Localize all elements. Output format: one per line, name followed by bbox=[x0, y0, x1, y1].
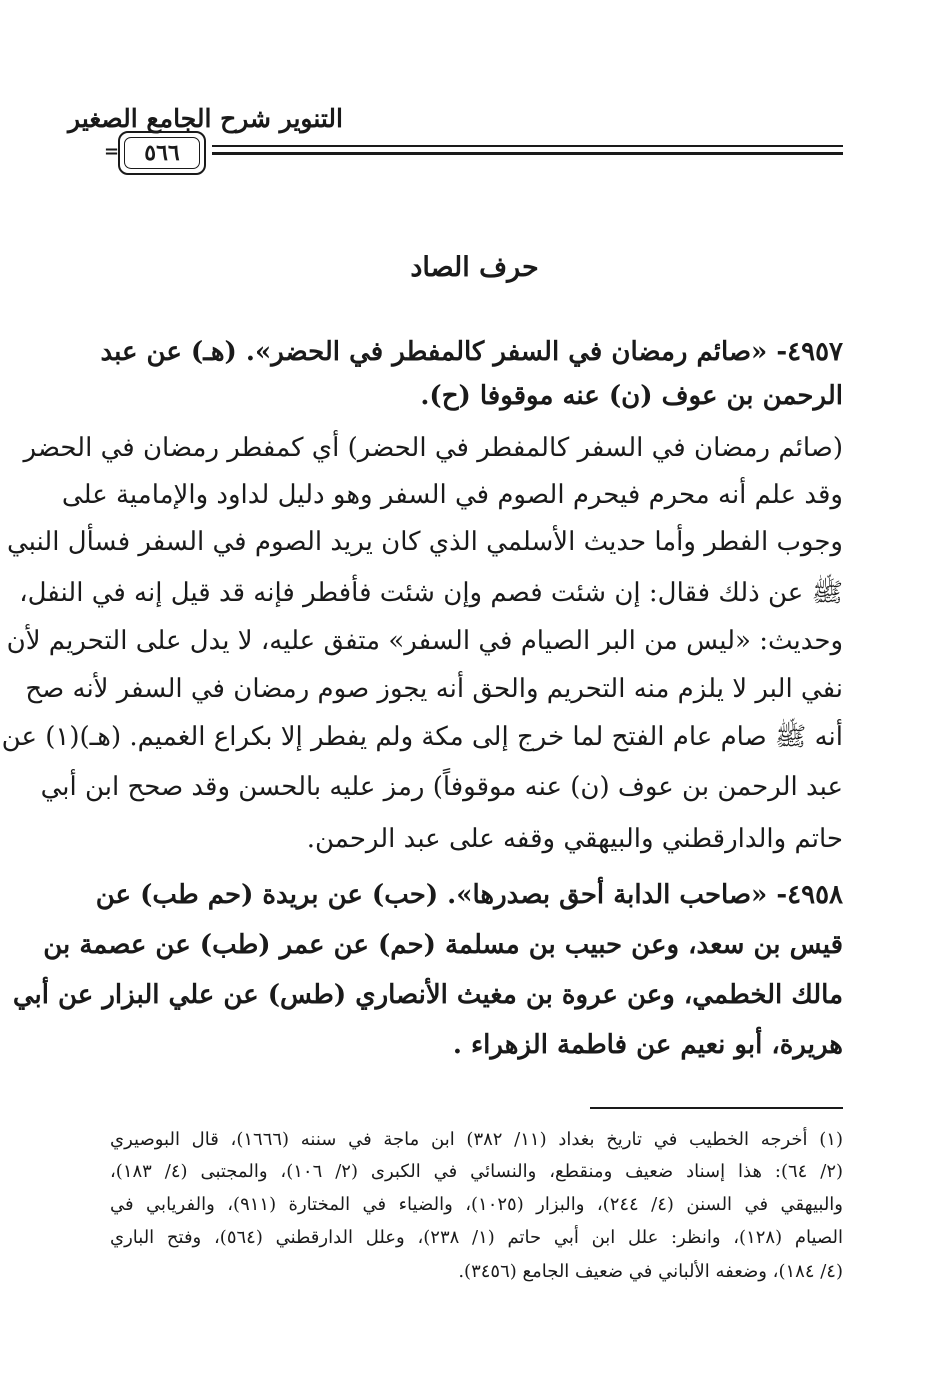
chapter-heading: حرف الصاد bbox=[410, 252, 539, 283]
header-ornament: = bbox=[104, 141, 120, 162]
commentary-line-4: ﷺ عن ذلك فقال: إن شئت فصم وإن شئت فأفطر فإنه قد قيل إنه في النفل، bbox=[19, 578, 843, 608]
footnote-line-4: الصيام (١٢٨)، وانظر: علل ابن أبي حاتم (١/ ٢٣٨)، وعلل الدارقطني (٥٦٤)، وفتح الباري bbox=[110, 1227, 843, 1248]
footnote-separator bbox=[590, 1107, 843, 1109]
commentary-line-6: نفي البر لا يلزم منه التحريم والحق أنه يجوز صوم رمضان في السفر لأنه صح bbox=[25, 674, 843, 704]
page-number: ٥٦٦ bbox=[124, 137, 200, 169]
commentary-line-3: وجوب الفطر وأما حديث الأسلمي الذي كان يريد الصوم في السفر فسأل النبي bbox=[6, 527, 843, 557]
commentary-line-7: أنه ﷺ صام عام الفتح لما خرج إلى مكة ولم يفطر إلا بكراع الغميم. (هـ)(١) عن bbox=[1, 722, 843, 752]
commentary-line-1: (صائم رمضان في السفر كالمفطر في الحضر) أي كمفطر رمضان في الحضر bbox=[23, 433, 843, 463]
footnote-line-2: (٢/ ٦٤): هذا إسناد ضعيف ومنقطع، والنسائي في الكبرى (٢/ ١٠٦)، والمجتبى (٤/ ١٨٣)، bbox=[110, 1161, 844, 1182]
commentary-line-5: وحديث: «ليس من البر الصيام في السفر» متفق عليه، لا يدل على التحريم لأن bbox=[6, 626, 843, 656]
commentary-line-8: عبد الرحمن بن عوف (ن) عنه موقوفاً) رمز عليه بالحسن وقد صحح ابن أبي bbox=[40, 772, 843, 802]
header-rule-bottom bbox=[212, 152, 843, 155]
hadith-4958-line-1: ٤٩٥٨- «صاحب الدابة أحق بصدرها». (حب) عن بريدة (حم طب) عن bbox=[95, 880, 843, 910]
page-number-frame bbox=[118, 131, 206, 175]
hadith-4958-line-2: قيس بن سعد، وعن حبيب بن مسلمة (حم) عن عمر (طب) عن عصمة بن bbox=[43, 930, 843, 960]
commentary-line-9: حاتم والدارقطني والبيهقي وقفه على عبد الرحمن. bbox=[306, 824, 843, 854]
hadith-4958-line-4: هريرة، أبو نعيم عن فاطمة الزهراء . bbox=[452, 1030, 843, 1060]
footnote-line-5: (٤/ ١٨٤)، وضعفه الألباني في ضعيف الجامع (٣٤٥٦). bbox=[458, 1261, 843, 1282]
commentary-line-2: وقد علم أنه محرم فيحرم الصوم في السفر وهو دليل لداود والإمامية على bbox=[61, 480, 843, 510]
footnote-line-1: (١) أخرجه الخطيب في تاريخ بغداد (١١/ ٣٨٢) ابن ماجة في سننه (١٦٦٦)، قال البوصيري bbox=[110, 1129, 843, 1150]
hadith-4957-line-1: ٤٩٥٧- «صائم رمضان في السفر كالمفطر في الحضر». (هـ) عن عبد bbox=[100, 337, 843, 367]
running-header-title: التنوير شرح الجامع الصغير bbox=[68, 104, 343, 133]
header-rule-top bbox=[212, 145, 843, 147]
hadith-4958-line-3: مالك الخطمي، وعن عروة بن مغيث الأنصاري (طس) عن علي البزار عن أبي bbox=[12, 980, 843, 1010]
hadith-4957-line-2: الرحمن بن عوف (ن) عنه موقوفا (ح). bbox=[420, 381, 843, 411]
footnote-line-3: والبيهقي في السنن (٤/ ٢٤٤)، والبزار (١٠٢٥)، والضياء في المختارة (٩١١)، والفريابي في bbox=[110, 1194, 843, 1215]
